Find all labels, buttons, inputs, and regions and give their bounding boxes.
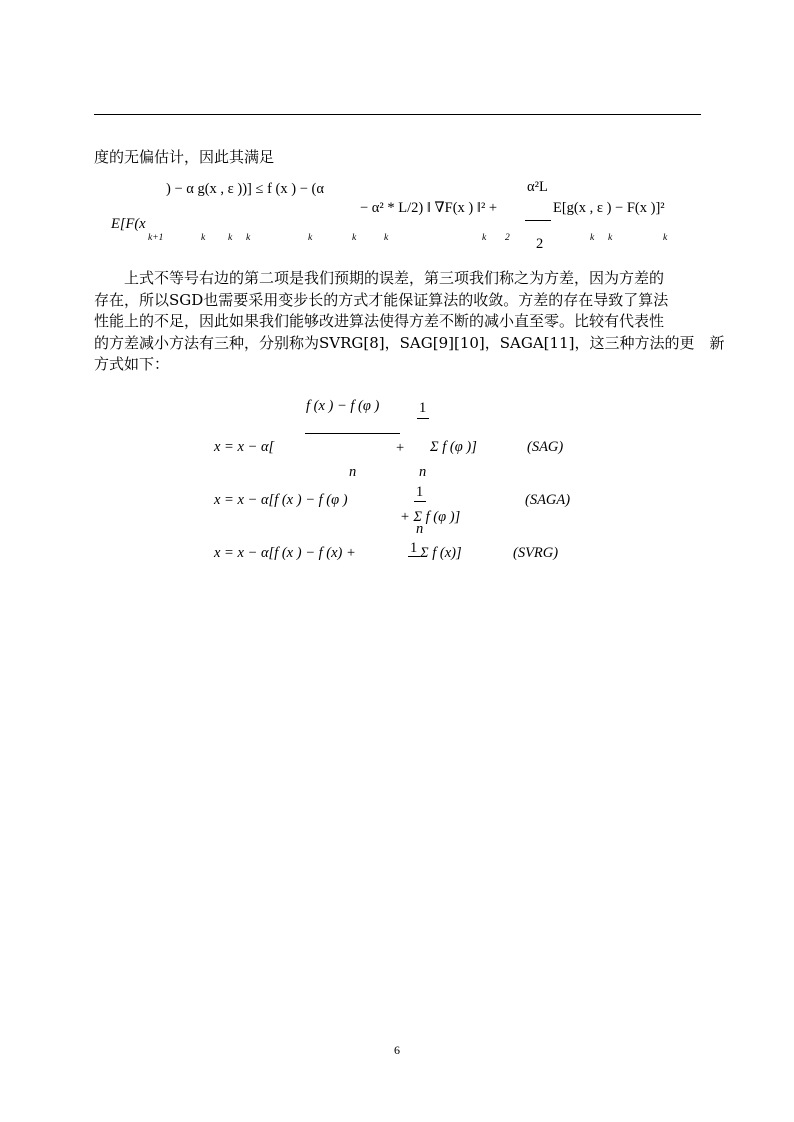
sub-k: k (608, 233, 613, 243)
sub-k: k (308, 233, 313, 243)
para-line-5: 方式如下： (94, 355, 170, 373)
sag-plus: + (396, 440, 405, 456)
saga-one-bar (414, 501, 426, 502)
saga-label: (SAGA) (525, 492, 571, 508)
saga-sum: + Σ f (φ )] (400, 509, 461, 525)
para-line-2: 存在，所以SGD也需要采用变步长的方式才能保证算法的收敛。方差的存在导致了算法 (94, 290, 669, 309)
sub-k: k (246, 233, 251, 243)
ineq-alpha2L: α²L (527, 179, 548, 195)
sag-one: 1 (419, 400, 427, 416)
sag-denominator: n (349, 464, 357, 480)
sub-k: k (384, 233, 389, 243)
sub-2: 2 (505, 233, 510, 243)
saga-n: n (416, 521, 424, 537)
sub-k: k (590, 233, 595, 243)
para-line-4: 的方差减小方法有三种，分别称为SVRG[8]，SAG[9][10]，SAGA[11]，这三种方法的更 新 (94, 333, 725, 352)
para-line-1: 上式不等号右边的第二项是我们预期的误差，第三项我们称之为方差，因为方差的 (124, 269, 665, 287)
sub-k: k (663, 233, 668, 243)
ineq-lhs: E[F(x (111, 216, 146, 232)
page-number: 6 (394, 1043, 400, 1057)
saga-one: 1 (416, 484, 424, 500)
sag-sum: Σ f (φ )] (430, 439, 477, 455)
header-rule (94, 114, 701, 115)
sag-n: n (419, 464, 427, 480)
body-paragraph (94, 268, 724, 376)
svrg-label: (SVRG) (513, 545, 559, 561)
sag-label: (SAG) (527, 439, 564, 455)
sag-one-bar (417, 418, 429, 419)
sub-k: k (482, 233, 487, 243)
sub-k: k (228, 233, 233, 243)
sag-fraction-bar (305, 433, 400, 434)
ineq-part4: E[g(x , ε ) − F(x )]² (553, 200, 665, 216)
ineq-denominator: 2 (536, 236, 544, 252)
svrg-one-bar (408, 556, 420, 557)
sag-lhs: x = x − α[ (214, 439, 275, 455)
sub-k: k (352, 233, 357, 243)
svrg-lhs: x = x − α[f (x ) − f (x) + (214, 545, 356, 561)
ineq-part3: − α² * L/2) ‖ ∇F(x ) ‖² + (360, 200, 498, 216)
svrg-sum: Σ f (x)] (420, 545, 462, 561)
ineq-part1: ) − α g(x , ε ))] ≤ f (x ) − (α (166, 181, 324, 197)
intro-line: 度的无偏估计，因此其满足 (94, 148, 275, 166)
ineq-fraction-bar (525, 220, 551, 221)
svrg-one: 1 (410, 540, 418, 556)
sub-k1: k+1 (148, 233, 164, 243)
para-line-3: 性能上的不足，因此如果我们能够改进算法使得方差不断的减小直至零。比较有代表性 (94, 312, 665, 330)
saga-lhs: x = x − α[f (x ) − f (φ ) (214, 492, 348, 508)
sub-k: k (201, 233, 206, 243)
sag-numerator: f (x ) − f (φ ) (306, 398, 380, 414)
